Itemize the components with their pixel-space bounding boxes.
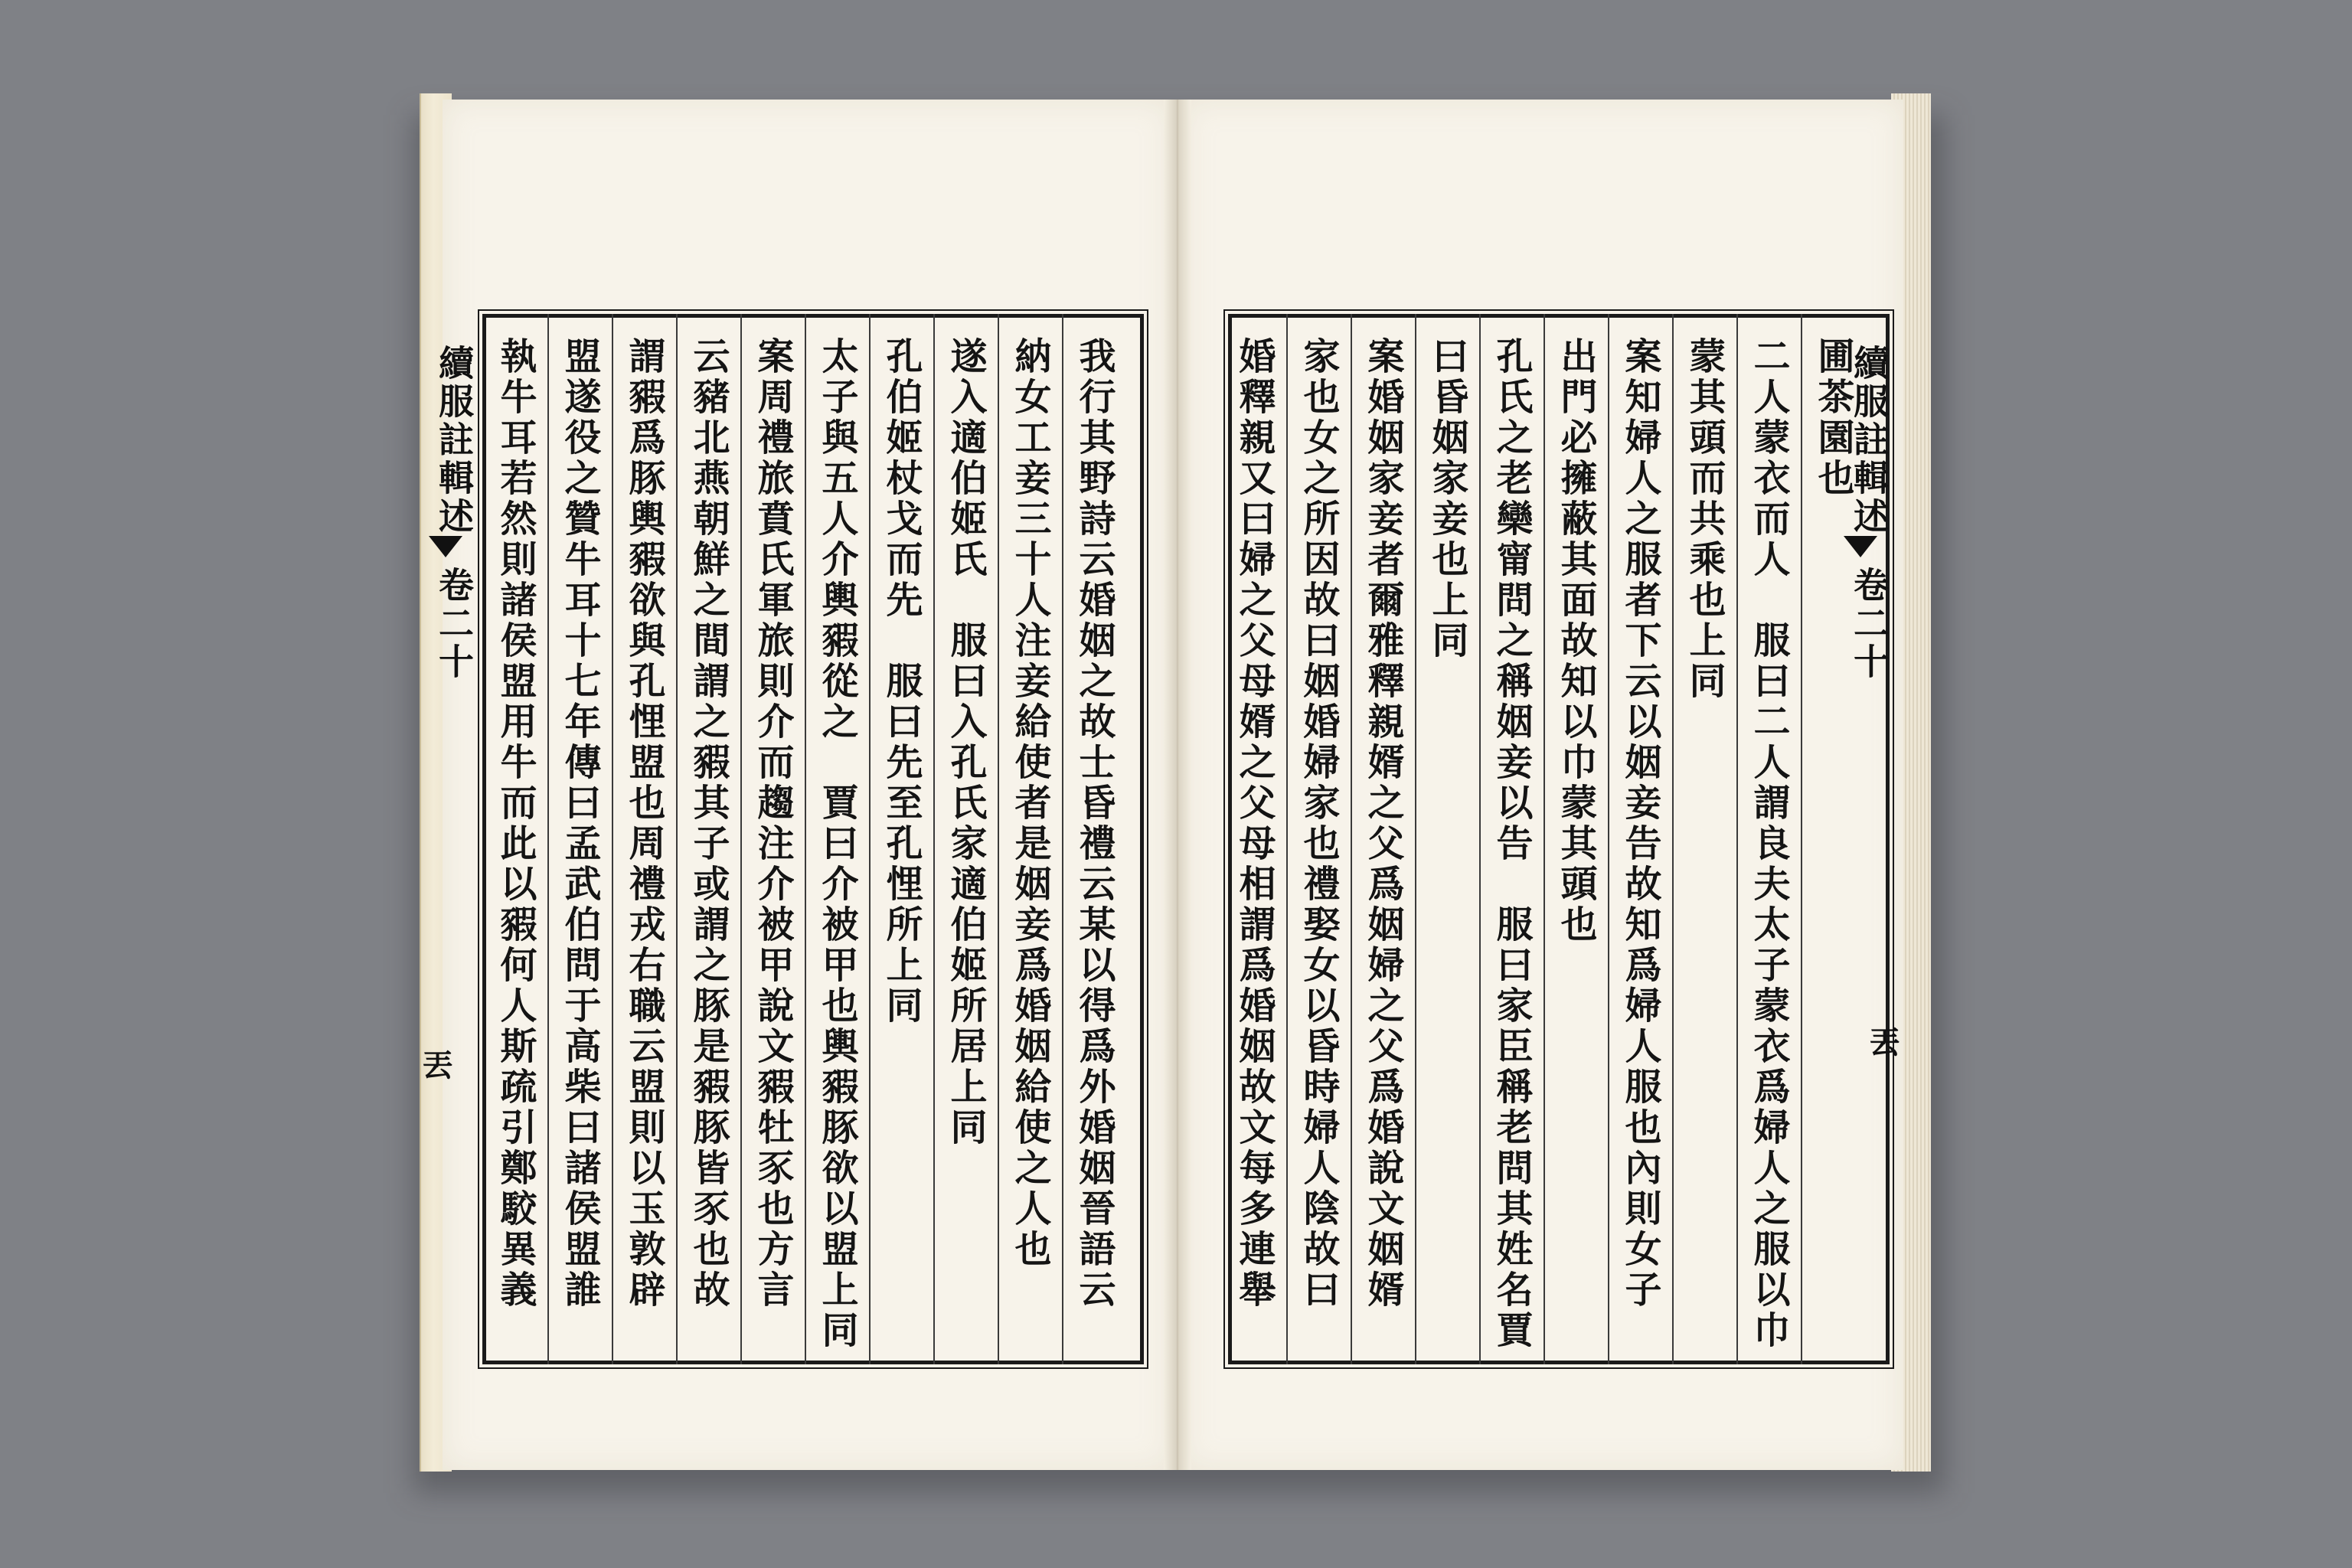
left-band-volume: 卷二十 [433,567,475,681]
column-rule [998,314,999,1364]
column-rule [933,314,935,1364]
column-rule [1608,314,1609,1364]
right-page-column-4: 案知婦人之服者下云以姻妾告故知爲婦人服也內則女子 [1619,337,1661,1311]
column-rule [547,314,549,1364]
left-page-column-8: 謂豭爲豚輿豭欲與孔悝盟也周禮戎右職云盟則以玉敦辟 [622,337,665,1311]
right-page-column-10: 婚釋親又曰婦之父母婿之父母相謂爲婚姻故文每多連舉 [1233,337,1276,1311]
left-page-column-10: 執牛耳若然則諸侯盟用牛而此以豭何人斯疏引鄭駮異義 [494,337,537,1311]
left-fishtail [429,536,462,557]
column-rule [1801,314,1802,1364]
column-rule [1672,314,1674,1364]
column-rule [1062,314,1063,1364]
column-rule [676,314,678,1364]
column-rule [1544,314,1545,1364]
column-rule [1415,314,1416,1364]
left-page-column-3: 遂入適伯姬氏 服曰入孔氏家適伯姬所居上同 [944,337,987,1148]
right-band-volume: 卷二十 [1848,567,1890,681]
left-page-column-1: 我行其野詩云婚姻之故士昏禮云某以得爲外婚姻晉語云 [1073,337,1116,1311]
right-page-column-9: 家也女之所因故曰姻婚婦家也禮娶女以昏時婦人陰故曰 [1297,337,1340,1311]
right-page-column-3: 蒙其頭而共乘也上同 [1683,337,1726,702]
left-page-column-7: 云豬北燕朝鮮之間謂之豭其子或謂之豚是豭豚皆豕也故 [687,337,730,1311]
column-rule [805,314,806,1364]
left-page-column-2: 納女工妾三十人注妾給使者是姻妾爲婚姻給使之人也 [1008,337,1051,1270]
left-page-column-9: 盟遂役之贊牛耳十七年傳曰孟武伯問于高柴曰諸侯盟誰 [558,337,601,1311]
left-page-column-5: 太子與五人介輿豭從之 賈曰介被甲也輿豭豚欲以盟上同 [815,337,858,1351]
column-rule [1479,314,1481,1364]
right-page-column-1: 圃茶園也 [1811,337,1854,499]
right-page-column-2: 二人蒙衣而人 服曰二人謂良夫太子蒙衣爲婦人之服以巾 [1747,337,1790,1351]
right-page-column-7: 曰昏姻家妾也上同 [1426,337,1468,662]
right-fishtail [1844,536,1877,557]
column-rule [612,314,613,1364]
column-rule [1286,314,1288,1364]
left-band-title: 續服註輯述 [433,345,475,536]
left-page-column-4: 孔伯姬杖戈而先 服曰先至孔悝所上同 [880,337,923,1027]
right-page-number: 丟 [1864,1026,1900,1057]
column-rule [1351,314,1352,1364]
column-rule [1736,314,1738,1364]
right-page-column-6: 孔氏之老欒甯問之稱姻妾以告 服曰家臣稱老問其姓名賈 [1490,337,1533,1351]
right-page-column-8: 案婚姻家妾者爾雅釋親婿之父爲姻婦之父爲婚說文姻婿 [1361,337,1404,1311]
right-band-title: 續服註輯述 [1848,345,1890,536]
book-gutter [1164,100,1191,1470]
right-page-column-5: 出門必擁蔽其面故知以巾蒙其頭也 [1554,337,1597,946]
left-page-column-6: 案周禮旅賁氏軍旅則介而趨注介被甲說文豭牡豕也方言 [751,337,794,1311]
left-page-number: 丟 [417,1049,453,1080]
column-rule [869,314,871,1364]
column-rule [740,314,742,1364]
